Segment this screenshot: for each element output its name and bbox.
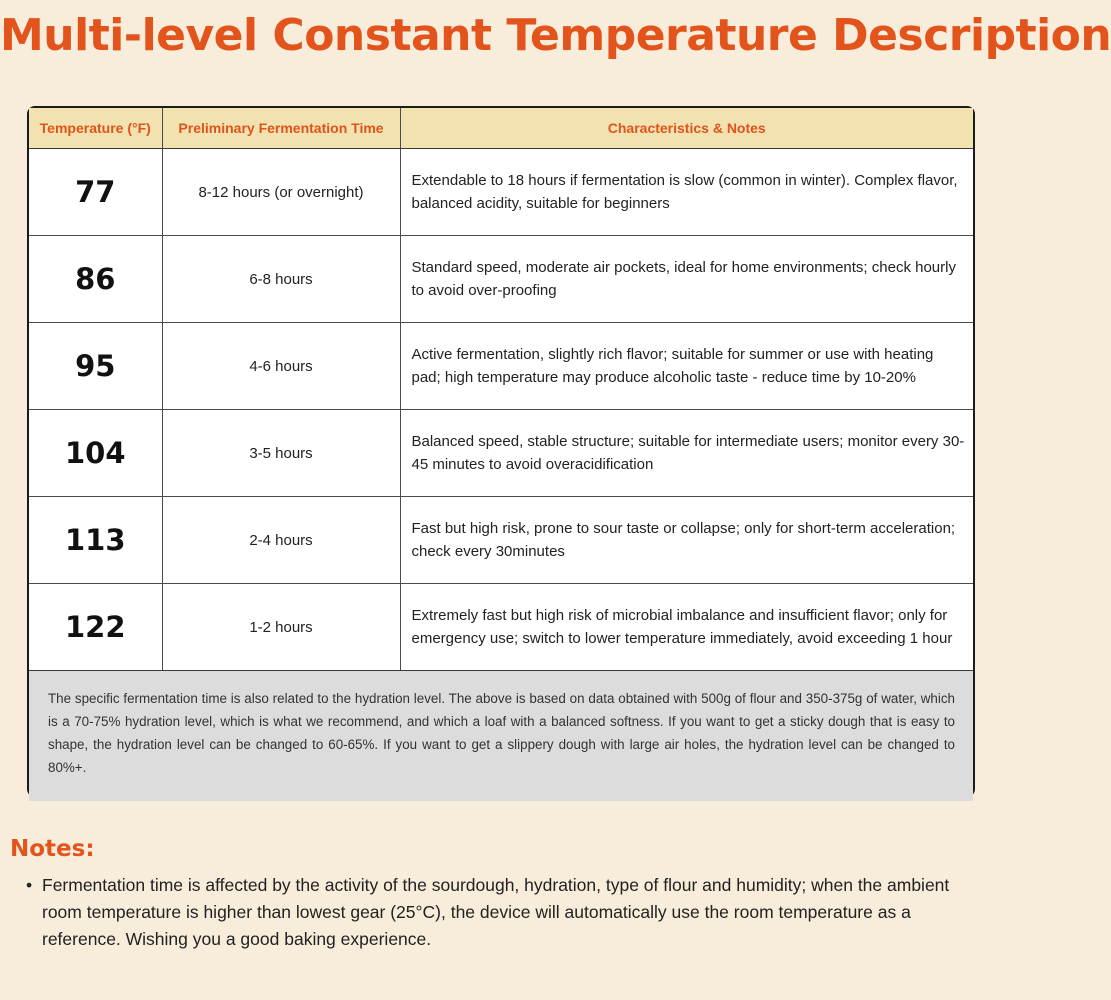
header-characteristics: Characteristics & Notes	[400, 108, 973, 149]
table-row	[29, 236, 973, 323]
notes-list-item	[26, 872, 966, 953]
time-cell: 2-4 hours	[162, 497, 400, 584]
temperature-cell: 77	[29, 149, 162, 236]
notes-cell: Active fermentation, slightly rich flavor; suitable for summer or use with heating pad; high temperature may produce alcoholic taste - reduce time by 10-20%	[400, 323, 973, 410]
table-row	[29, 149, 973, 236]
time-cell: 1-2 hours	[162, 584, 400, 671]
time-cell: 3-5 hours	[162, 410, 400, 497]
notes-cell: Extendable to 18 hours if fermentation is slow (common in winter). Complex flavor, balanced acidity, suitable for beginners	[400, 149, 973, 236]
notes-cell: Standard speed, moderate air pockets, ideal for home environments; check hourly to avoid over-proofing	[400, 236, 973, 323]
header-fermentation-time: Preliminary Fermentation Time	[162, 108, 400, 149]
notes-heading: Notes:	[10, 836, 95, 862]
notes-item-text: Fermentation time is affected by the activity of the sourdough, hydration, type of flour and humidity; when the ambient room temperature is higher than lowest gear (25°C), the device will automatically use the room temperature as a reference. Wishing you a good baking experience.	[42, 875, 950, 949]
bullet-icon: •	[26, 875, 33, 895]
fermentation-table	[29, 108, 973, 671]
table-row	[29, 410, 973, 497]
temperature-cell: 86	[29, 236, 162, 323]
table-row	[29, 497, 973, 584]
time-cell: 6-8 hours	[162, 236, 400, 323]
table-row	[29, 584, 973, 671]
time-cell: 4-6 hours	[162, 323, 400, 410]
temperature-cell: 113	[29, 497, 162, 584]
notes-cell: Balanced speed, stable structure; suitable for intermediate users; monitor every 30-45 minutes to avoid overacidification	[400, 410, 973, 497]
temperature-cell: 104	[29, 410, 162, 497]
temperature-cell: 122	[29, 584, 162, 671]
table-header-row	[29, 108, 973, 149]
fermentation-table-panel	[27, 106, 975, 797]
notes-cell: Fast but high risk, prone to sour taste or collapse; only for short-term acceleration; check every 30minutes	[400, 497, 973, 584]
page-title: Multi-level Constant Temperature Description	[0, 10, 1111, 61]
hydration-footnote: The specific fermentation time is also related to the hydration level. The above is based on data obtained with 500g of flour and 350-375g of water, which is a 70-75% hydration level, which is what we recommend, and which a loaf with a balanced softness. If you want to get a sticky dough that is easy to shape, the hydration level can be changed to 60-65%. If you want to get a slippery dough with large air holes, the hydration level can be changed to 80%+.	[29, 671, 973, 801]
notes-cell: Extremely fast but high risk of microbial imbalance and insufficient flavor; only for emergency use; switch to lower temperature immediately, avoid exceeding 1 hour	[400, 584, 973, 671]
header-temperature: Temperature (°F)	[29, 108, 162, 149]
temperature-cell: 95	[29, 323, 162, 410]
table-row	[29, 323, 973, 410]
time-cell: 8-12 hours (or overnight)	[162, 149, 400, 236]
